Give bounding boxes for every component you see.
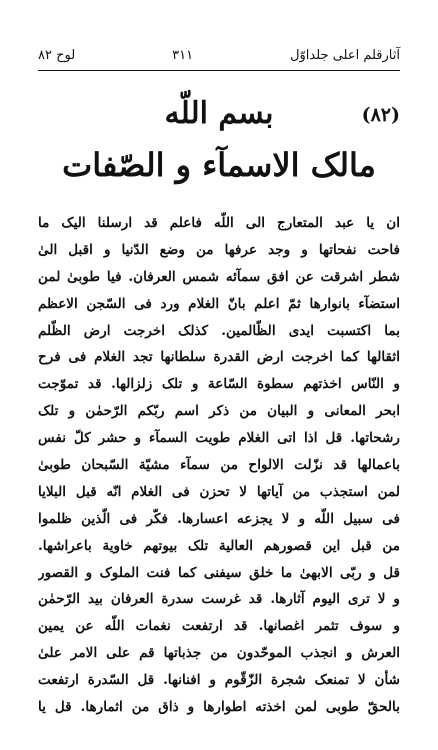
tablet-reference: لوح ۸۲	[38, 47, 76, 63]
text-line: بالحقّ طوبی لمن اخذته اطوارها و ذاق من اثمارها. قل یا	[38, 699, 400, 716]
text-line: ان یا عبد المتعارج الی اللّه فاعلم قد ارسلنا الیک ما	[38, 215, 400, 231]
text-line: فی سبیل اللّه و لا یجزعه اعسارها. فکّر فی الّذین ظلموا	[38, 510, 400, 527]
text-line: و لا تری الیوم آثارها. قد غرست سدرة العرفان بید الرّحمٰن	[38, 591, 400, 608]
text-line: رشحاتها. قل اذا اتی الغلام طویت السمآء و حشر کلّ نفس	[38, 430, 400, 447]
text-line: باعمالها قد نزّلت الالواح من سمآء مشیّة السّبحان طوبیٰ	[38, 457, 400, 474]
text-line: اثقالها کما اخرجت ارض القدرة سلطانها تجد الغلام فی فرح	[38, 349, 400, 366]
text-line: فاحت نفحاتها و وجد عرفها من وضع الدّنیا و اقبل الیٰ	[38, 241, 400, 258]
running-header	[38, 44, 400, 66]
text-line: قل و ربّی الابهیٰ ما خلق سیفنی کما فنت الملوک و القصور	[38, 564, 400, 581]
body-text	[38, 210, 400, 721]
basmala-heading: بسم اللّه	[164, 96, 274, 131]
text-line: لمن استجذب من آیاتها لا تحزن فی الغلام انّه قبل البلایا	[38, 483, 400, 500]
text-line: من قبل این قصورهم العالیة تلک بیوتهم خاویة باعراشها.	[38, 537, 400, 554]
text-line: بما اکتسبت ایدی الظّالمین. کذلک اخرجت ارض الظّلم	[38, 322, 400, 339]
page-number: ۳۱۱	[172, 47, 194, 63]
tablet-number: (۸۲)	[361, 104, 400, 126]
text-line: العرش و انجذب الموحّدون من جذباتها قم علی الامر علیٰ	[38, 645, 400, 662]
text-line: و النّاس اخذتهم سطوة السّاعة و تلک زلزالها. قد تموّجت	[38, 376, 400, 393]
text-line: استضآء بانوارها ثمّ اعلم بانّ الغلام ورد فی السّجن الاعظم	[38, 295, 400, 312]
heading-row	[38, 96, 400, 140]
header-rule	[38, 70, 400, 71]
book-title: آثارقلم اعلی جلداوّل	[290, 47, 400, 63]
text-line: ابحر المعانی و البیان من ذکر اسم ربّکم الرّحمٰن و تلک	[38, 403, 400, 420]
tablet-subtitle: مالک الاسمآء و الصّفات	[62, 146, 376, 184]
text-line: شأن لا تمنعک شجرة الزّقّوم و افنانها. قل السّدرة ارتفعت	[38, 672, 400, 689]
text-line: شطر اشرقت عن افق سمآئه شمس العرفان. فیا طوبیٰ لمن	[38, 268, 400, 285]
text-line: و سوف تثمر اغصانها. قد ارتفعت نغمات اللّه عن یمین	[38, 618, 400, 635]
